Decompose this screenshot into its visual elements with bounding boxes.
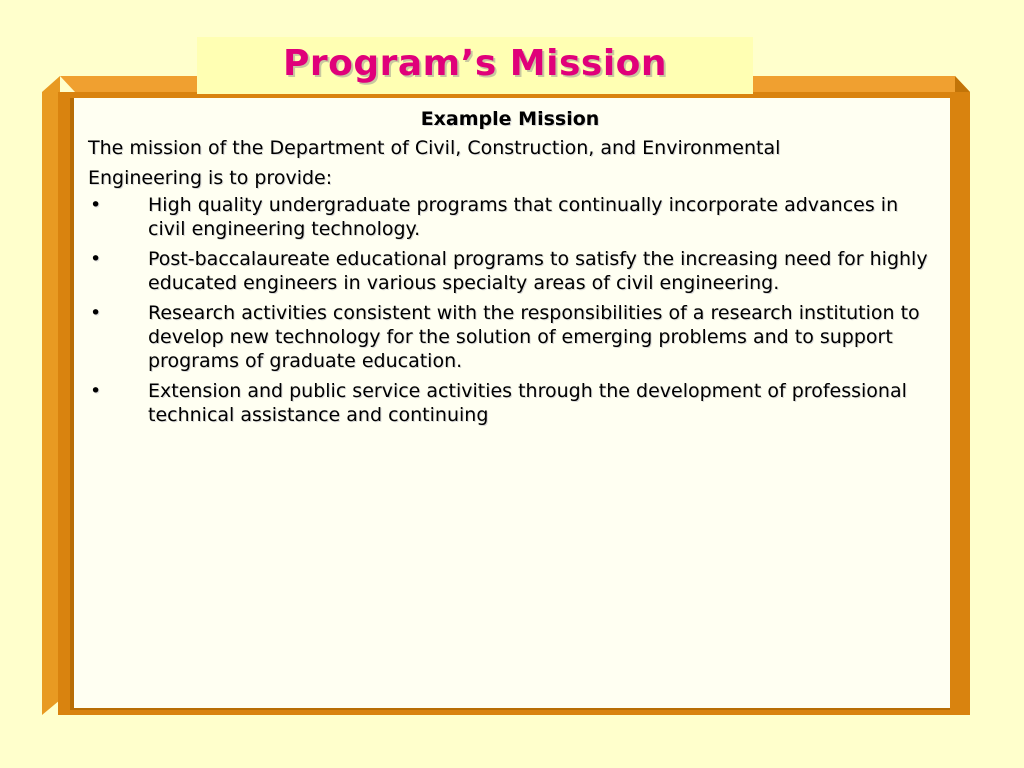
content-panel — [78, 100, 946, 706]
list-item-text: High quality undergraduate programs that continually incorporate advances in civil engineering technology. — [148, 194, 899, 240]
mission-list — [88, 193, 932, 427]
bullet: • — [90, 302, 102, 324]
list-item-text: Extension and public service activities through the development of professional technical assistance and continuing — [148, 380, 907, 426]
bullet: • — [90, 380, 102, 402]
list-item — [88, 193, 932, 241]
list-item-text: Post-baccalaureate educational programs to satisfy the increasing need for highly educated engineers in various specialty areas of civil engineering. — [148, 248, 928, 294]
title-banner — [197, 37, 753, 94]
section-heading: Example Mission — [420, 108, 600, 130]
list-item — [88, 379, 932, 427]
bullet: • — [90, 194, 102, 216]
list-item — [88, 247, 932, 295]
page-title: Program’s Mission — [282, 43, 668, 84]
intro-line-2: Engineering is to provide: — [88, 167, 333, 189]
list-item — [88, 301, 932, 373]
intro-line-1: The mission of the Department of Civil, Construction, and Environmental — [88, 137, 781, 159]
bullet: • — [90, 248, 102, 270]
list-item-text: Research activities consistent with the responsibilities of a research institution to develop new technology for the solution of emerging problems and to support programs of graduate education. — [148, 302, 920, 372]
